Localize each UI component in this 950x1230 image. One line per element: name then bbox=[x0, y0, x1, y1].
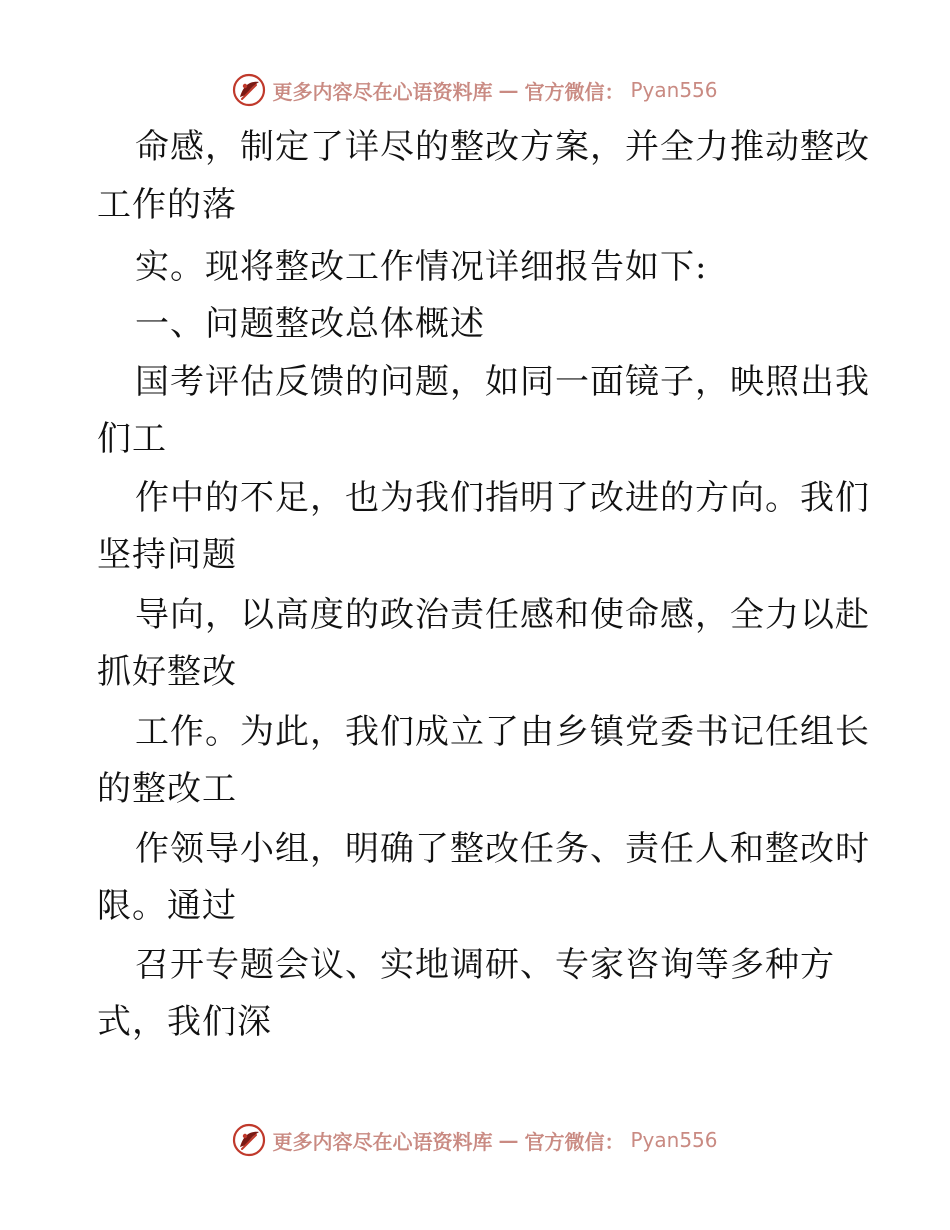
brand-logo-icon bbox=[232, 73, 266, 107]
section-heading: 一、问题整改总体概述 bbox=[135, 304, 485, 344]
brand-logo-icon bbox=[232, 1123, 266, 1157]
banner-dash: — bbox=[498, 78, 519, 102]
header-banner bbox=[0, 70, 950, 110]
body-line: 作中的不足，也为我们指明了改进的方向。我们 bbox=[135, 478, 870, 518]
body-line: 命感，制定了详尽的整改方案，并全力推动整改 bbox=[135, 127, 870, 167]
footer-banner bbox=[0, 1120, 950, 1160]
banner-wechat-label: 官方微信： bbox=[524, 79, 625, 104]
banner-title: 更多内容尽在心语资料库 bbox=[272, 1129, 493, 1154]
body-line: 召开专题会议、实地调研、专家咨询等多种方 bbox=[135, 945, 835, 985]
body-line: 式，我们深 bbox=[97, 1002, 272, 1042]
body-line: 导向，以高度的政治责任感和使命感，全力以赴 bbox=[135, 595, 870, 635]
banner-title: 更多内容尽在心语资料库 bbox=[272, 79, 493, 104]
body-line: 实。现将整改工作情况详细报告如下: bbox=[135, 247, 708, 287]
body-line: 工作的落 bbox=[97, 185, 237, 225]
banner-wechat-id: Pyan556 bbox=[630, 78, 718, 102]
banner-wechat-id: Pyan556 bbox=[630, 1128, 718, 1152]
body-line: 作领导小组，明确了整改任务、责任人和整改时 bbox=[135, 829, 870, 869]
body-line: 限。通过 bbox=[97, 886, 237, 926]
banner-wechat-label: 官方微信： bbox=[524, 1129, 625, 1154]
body-line: 们工 bbox=[97, 419, 167, 459]
body-line: 的整改工 bbox=[97, 769, 237, 809]
body-line: 抓好整改 bbox=[97, 652, 237, 692]
body-line: 国考评估反馈的问题，如同一面镜子，映照出我 bbox=[135, 362, 870, 402]
body-line: 坚持问题 bbox=[97, 535, 237, 575]
body-line: 工作。为此，我们成立了由乡镇党委书记任组长 bbox=[135, 712, 870, 752]
banner-dash: — bbox=[498, 1128, 519, 1152]
